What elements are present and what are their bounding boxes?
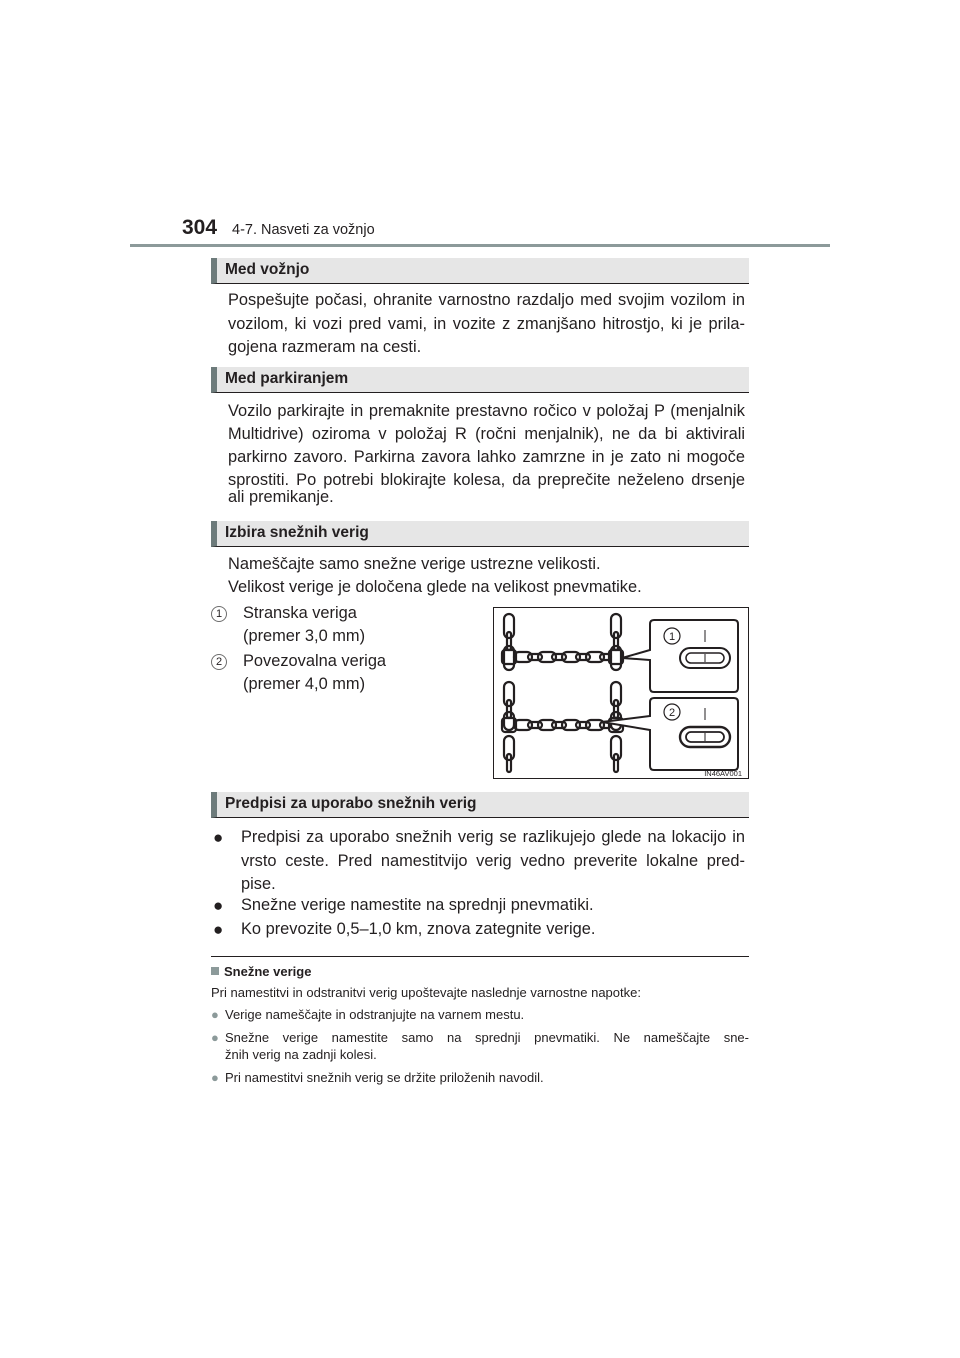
square-bullet-icon: [211, 967, 219, 975]
item-label: Stranska veriga: [243, 604, 357, 622]
callout-2-label: 2: [668, 707, 676, 719]
list-item: [213, 918, 745, 942]
heading-text: Med vožnjo: [225, 261, 310, 278]
note-title: [211, 964, 311, 979]
note-title-text: Snežne verige: [224, 964, 312, 979]
list-item-text: Ko prevozite 0,5–1,0 km, znova zategnite verige.: [241, 920, 596, 938]
page-number: 304: [182, 216, 218, 239]
item-number-1: 1: [211, 606, 227, 622]
callout-1-label: 1: [668, 631, 676, 643]
note-list-item-text: Snežne verige namestite samo na sprednji pnevmatiki. Ne nameščajte sne-: [225, 1030, 749, 1045]
item-number-2: 2: [211, 654, 227, 670]
note-divider: [211, 956, 749, 957]
bullet-icon: ●: [211, 1030, 219, 1045]
paragraph-line: parkirno zavoro. Parkirna zavora lahko zamrzne in je zato ni mogoče: [228, 448, 745, 466]
note-intro: Pri namestitvi in odstranitvi verig upoštevajte naslednje varnostne napotke:: [211, 985, 641, 1000]
note-list-item-text: žnih verig na zadnji kolesi.: [225, 1047, 377, 1062]
figure-code: IN46AV001: [704, 769, 742, 778]
heading-med-parkiranjem: [211, 367, 749, 393]
section-title: 4-7. Nasveti za vožnjo: [232, 222, 375, 238]
heading-text: Med parkiranjem: [225, 370, 349, 387]
item-label: Povezovalna veriga: [243, 652, 387, 670]
bullet-icon: ●: [213, 896, 224, 915]
list-item-text: Predpisi za uporabo snežnih verig se razlikujejo glede na lokacijo in: [241, 828, 745, 846]
paragraph-line: sprostiti. Po potrebi blokirajte kolesa, da preprečite neželeno drsenje: [228, 471, 745, 489]
list-item-text: pise.: [241, 875, 276, 893]
note-list-item: [211, 1029, 749, 1063]
bullet-icon: ●: [211, 1070, 219, 1085]
heading-text: Predpisi za uporabo snežnih verig: [225, 795, 477, 812]
list-item-text: Snežne verige namestite na sprednji pnevmatiki.: [241, 896, 594, 914]
paragraph-line: Vozilo parkirajte in premaknite prestavno ročico v položaj P (menjalnik: [228, 402, 745, 420]
header-divider: [130, 244, 830, 247]
paragraph-line: Velikost verige je določena glede na velikost pnevmatike.: [228, 578, 642, 596]
snow-chain-figure: [493, 607, 749, 779]
snow-chain-illustration: [494, 608, 748, 778]
list-item: [213, 826, 745, 896]
list-item: [213, 894, 745, 918]
heading-text: Izbira snežnih verig: [225, 524, 369, 541]
heading-med-voznjo: [211, 258, 749, 284]
paragraph-line: vozilom, ki vozi pred vami, in vozite z zmanjšano hitrostjo, ki je prila-: [228, 315, 745, 333]
bullet-icon: ●: [211, 1007, 219, 1022]
note-list-item: [211, 1006, 749, 1023]
bullet-icon: ●: [213, 828, 224, 847]
paragraph-line: gojena razmeram na cesti.: [228, 338, 422, 356]
list-item-text: vrsto ceste. Pred namestitvijo verig vedno preverite lokalne pred-: [241, 852, 745, 870]
note-list-item: [211, 1069, 749, 1086]
note-list-item-text: Verige nameščajte in odstranjujte na varnem mestu.: [225, 1007, 525, 1022]
item-label: (premer 3,0 mm): [243, 627, 366, 645]
paragraph-line: Multidrive) oziroma v položaj R (ročni menjalnik), ne da bi aktivirali: [228, 425, 745, 443]
heading-predpisi: [211, 792, 749, 818]
item-label: (premer 4,0 mm): [243, 675, 366, 693]
note-list-item-text: Pri namestitvi snežnih verig se držite priloženih navodil.: [225, 1070, 544, 1085]
paragraph-line: Pospešujte počasi, ohranite varnostno razdaljo med svojim vozilom in: [228, 291, 745, 309]
bullet-icon: ●: [213, 920, 224, 939]
paragraph-line: Nameščajte samo snežne verige ustrezne velikosti.: [228, 555, 601, 573]
paragraph-line: ali premikanje.: [228, 488, 334, 506]
heading-izbira-verig: [211, 521, 749, 547]
